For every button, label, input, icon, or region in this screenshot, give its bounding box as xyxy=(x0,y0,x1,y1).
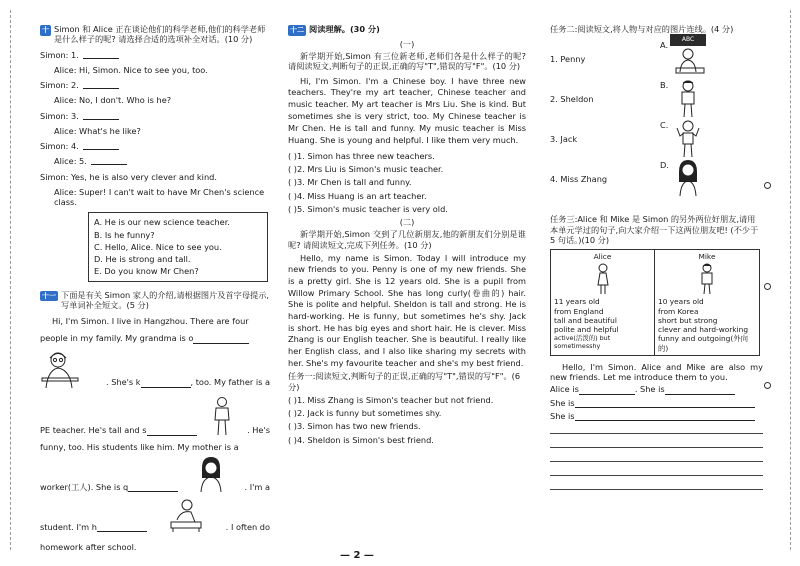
dialog-line: Alice: Super! I can't wait to have Mr Chen's science class. xyxy=(54,186,265,207)
blackboard: ABC xyxy=(670,34,706,46)
option-a: A. He is our new science teacher. xyxy=(94,217,230,228)
answer-blank[interactable] xyxy=(83,111,119,120)
true-false-list-1 xyxy=(288,151,526,214)
alice-name: Alice xyxy=(593,252,612,261)
family-passage xyxy=(40,316,270,552)
section-11-header xyxy=(40,290,270,311)
dialog-line: Simon: 2. xyxy=(40,80,79,90)
writing-line[interactable] xyxy=(550,477,763,490)
task-3-instruction: 任务三:Alice 和 Mike 是 Simon 的另外两位好朋友,请用本单元学过的句子,向大家介绍一下这两位朋友吧! (不少于 5 句话。)(10 分) xyxy=(550,214,759,245)
alice-personality: polite and helpful xyxy=(554,325,619,334)
passage-line: . I'm a xyxy=(244,481,270,492)
word-blank[interactable] xyxy=(97,523,147,532)
tf-question: ( )2. Mrs Liu is Simon's music teacher. xyxy=(288,164,444,175)
passage-line: worker(工人). She is q xyxy=(40,481,129,492)
passage-line: . He's xyxy=(247,425,270,436)
passage-line: , too. My father is a xyxy=(190,377,270,388)
dialog-line: Alice: No, I don't. Who is he? xyxy=(54,95,172,106)
page-number: — 2 — xyxy=(340,550,374,561)
writing-prompt: She is xyxy=(550,397,575,408)
option-d: D. He is strong and tall. xyxy=(94,254,191,264)
writing-blank[interactable] xyxy=(579,386,635,395)
intro-sentence: Hello, I'm Simon. Alice and Mike are also my new friends. Let me introduce them to you. xyxy=(550,361,763,382)
answer-blank[interactable] xyxy=(91,156,127,165)
mike-origin: from Korea xyxy=(658,306,699,316)
match-name-jack: 3. Jack xyxy=(550,134,578,145)
match-letter-d: D. xyxy=(660,160,669,171)
part-2-label: (二) xyxy=(399,217,415,228)
tf-question: ( )4. Miss Huang is an art teacher. xyxy=(288,190,427,201)
mike-personality: clever and hard-working xyxy=(658,325,749,334)
alice-origin: from England xyxy=(554,306,604,316)
options-box xyxy=(88,212,268,281)
mike-trait: funny and outgoing(外向的) xyxy=(658,334,749,353)
match-name-miss-zhang: 4. Miss Zhang xyxy=(550,174,608,185)
section-11-instruction: 下面是有关 Simon 家人的介绍,请根据图片及首字母提示,写单词补全短文。(5 分) xyxy=(61,289,269,310)
alice-looks: tall and beautiful xyxy=(554,315,617,325)
dialog-line: Simon: Yes, he is also very clever and kind. xyxy=(40,171,217,182)
writing-prompt: Alice is xyxy=(550,384,579,395)
picture-b-boy xyxy=(676,80,700,118)
word-blank[interactable] xyxy=(147,427,197,436)
writing-blank[interactable] xyxy=(575,412,755,421)
section-badge: 十一 xyxy=(42,291,56,300)
teacher-figure xyxy=(670,34,710,74)
writing-line[interactable] xyxy=(550,435,763,448)
writing-prompt: She is xyxy=(550,410,575,421)
section-12-title: 阅读理解。(30 分) xyxy=(309,24,380,34)
passage-line: homework after school. xyxy=(40,541,137,552)
right-column xyxy=(550,24,763,491)
option-e: E. Do you know Mr Chen? xyxy=(94,266,199,277)
passage-line: funny, too. His students like him. My mother is a xyxy=(40,441,239,452)
section-badge: 十 xyxy=(42,26,49,34)
section-10-header xyxy=(40,24,270,45)
match-letter-a: A. xyxy=(660,40,669,51)
passage-line: . She's k xyxy=(106,377,141,388)
fold-guide-left xyxy=(10,10,11,550)
dialog xyxy=(40,50,270,208)
section-badge: 十二 xyxy=(290,26,304,34)
option-b: B. Is he funny? xyxy=(94,229,155,240)
part-1-instruction: 新学期开始,Simon 有三位新老师,老师们各是什么样子的呢? 请阅读短文,判断句子的正误,正确的写"T",错误的写"F"。(10 分) xyxy=(288,51,526,72)
writing-line[interactable] xyxy=(550,421,763,434)
father-illustration xyxy=(211,396,233,436)
passage-line: people in my family. My grandma is o xyxy=(40,333,194,344)
match-name-penny: 1. Penny xyxy=(550,54,586,65)
writing-area xyxy=(550,384,763,490)
alice-illustration xyxy=(593,263,613,295)
passage-line: PE teacher. He's tall and s xyxy=(40,425,147,436)
binding-hole xyxy=(764,283,771,290)
word-blank[interactable] xyxy=(193,335,249,344)
true-false-list-2 xyxy=(288,395,526,445)
writing-blank[interactable] xyxy=(665,386,735,395)
option-c: C. Hello, Alice. Nice to see you. xyxy=(94,241,222,252)
match-name-sheldon: 2. Sheldon xyxy=(550,94,594,105)
binding-hole xyxy=(764,382,771,389)
tf-question: ( )4. Sheldon is Simon's best friend. xyxy=(288,434,434,445)
answer-blank[interactable] xyxy=(83,80,119,89)
dialog-line: Simon: 3. xyxy=(40,110,79,121)
dialog-line: Alice: Hi, Simon. Nice to see you, too. xyxy=(54,64,208,75)
writing-prompt: . She is xyxy=(634,384,665,395)
dialog-line: Alice: 5. xyxy=(54,156,87,167)
fold-guide-right xyxy=(790,10,791,550)
binding-hole xyxy=(764,182,771,189)
task-1-instruction: 任务一:阅读短文,判断句子的正误,正确的写"T",错误的写"F"。(6 分) xyxy=(288,371,521,392)
writing-line[interactable] xyxy=(550,449,763,462)
mike-looks: short but strong xyxy=(658,315,718,325)
mike-info-cell xyxy=(655,250,759,355)
answer-blank[interactable] xyxy=(83,50,119,59)
writing-line[interactable] xyxy=(550,463,763,476)
alice-age: 11 years old xyxy=(554,297,600,307)
mike-age: 10 years old xyxy=(658,297,704,307)
tf-question: ( )5. Simon's music teacher is very old. xyxy=(288,203,448,214)
middle-column xyxy=(288,24,526,448)
left-column xyxy=(40,24,270,552)
part-2-instruction: 新学期开始,Simon 交到了几位新朋友,他的新朋友们分别是谁呢? 请阅读短文,完成下列任务。(10 分) xyxy=(288,229,526,250)
dialog-line: Alice: What's he like? xyxy=(54,125,141,136)
tf-question: ( )3. Simon has two new friends. xyxy=(288,421,421,432)
matching-area xyxy=(550,36,763,186)
match-letter-b: B. xyxy=(660,80,669,91)
passage-line: . I often do xyxy=(225,521,270,532)
mike-illustration xyxy=(697,263,717,295)
dialog-line: Simon: 4. xyxy=(40,141,79,151)
picture-d-girl xyxy=(674,158,702,196)
passage-line: Hi, I'm Simon. I live in Hangzhou. There are four xyxy=(52,316,249,326)
student-illustration xyxy=(169,498,203,532)
section-12-header xyxy=(288,24,526,36)
answer-blank[interactable] xyxy=(83,141,119,150)
picture-c-strong-boy xyxy=(674,120,702,158)
word-blank[interactable] xyxy=(141,379,191,388)
tf-question: ( )1. Miss Zhang is Simon's teacher but not friend. xyxy=(288,394,494,405)
mike-name: Mike xyxy=(698,252,716,261)
passage-1: Hi, I'm Simon. I'm a Chinese boy. I have three new teachers. They're my art teacher, Chinese teacher and music teacher. My art teacher is Mrs Liu. She is kind. But sometimes she is very strict, too. My Chinese teacher is Mr Chen. He is tall and funny. My music teacher is Miss Huang. She is young and helpful. I like them very much. xyxy=(288,75,526,145)
grandma-illustration xyxy=(40,350,80,388)
friends-info-table xyxy=(550,249,760,356)
passage-2: Hello, my name is Simon. Today I will introduce my new friends to you. Penny is one of my new friends. She is a pretty girl. She is 12 years old. She is a pupil from Willow Primary School. She has long curly(卷曲的) hair. She is polite and helpful. Sheldon is tall and strong. He is hard-working. He is funny, but sometimes he's shy. Jack is short. He has big eyes and short hair. He is clever. Miss Zhang is our English teacher. She is beautiful. I really like her English class, and I also like sharing my secrets with her. She's my favourite teacher and she's my best friend. xyxy=(288,252,526,368)
alice-trait: active(活泼的) but sometimesshy xyxy=(554,334,611,351)
mother-illustration xyxy=(196,456,226,492)
word-blank[interactable] xyxy=(128,483,178,492)
alice-info-cell xyxy=(551,250,655,355)
task-2-instruction: 任务二:阅读短文,将人物与对应的图片连线。(4 分) xyxy=(550,24,734,34)
part-1-label: (一) xyxy=(399,38,415,49)
match-letter-c: C. xyxy=(660,120,669,131)
section-10-instruction: Simon 和 Alice 正在谈论他们的科学老师,他们的科学老师是什么样子的呢? 请选择合适的选项补全对话。(10 分) xyxy=(54,24,266,45)
tf-question: ( )1. Simon has three new teachers. xyxy=(288,150,435,161)
passage-line: student. I'm h xyxy=(40,521,97,532)
tf-question: ( )2. Jack is funny but sometimes shy. xyxy=(288,408,442,418)
dialog-line: Simon: 1. xyxy=(40,49,79,60)
writing-blank[interactable] xyxy=(575,399,755,408)
tf-question: ( )3. Mr Chen is tall and funny. xyxy=(288,177,412,188)
